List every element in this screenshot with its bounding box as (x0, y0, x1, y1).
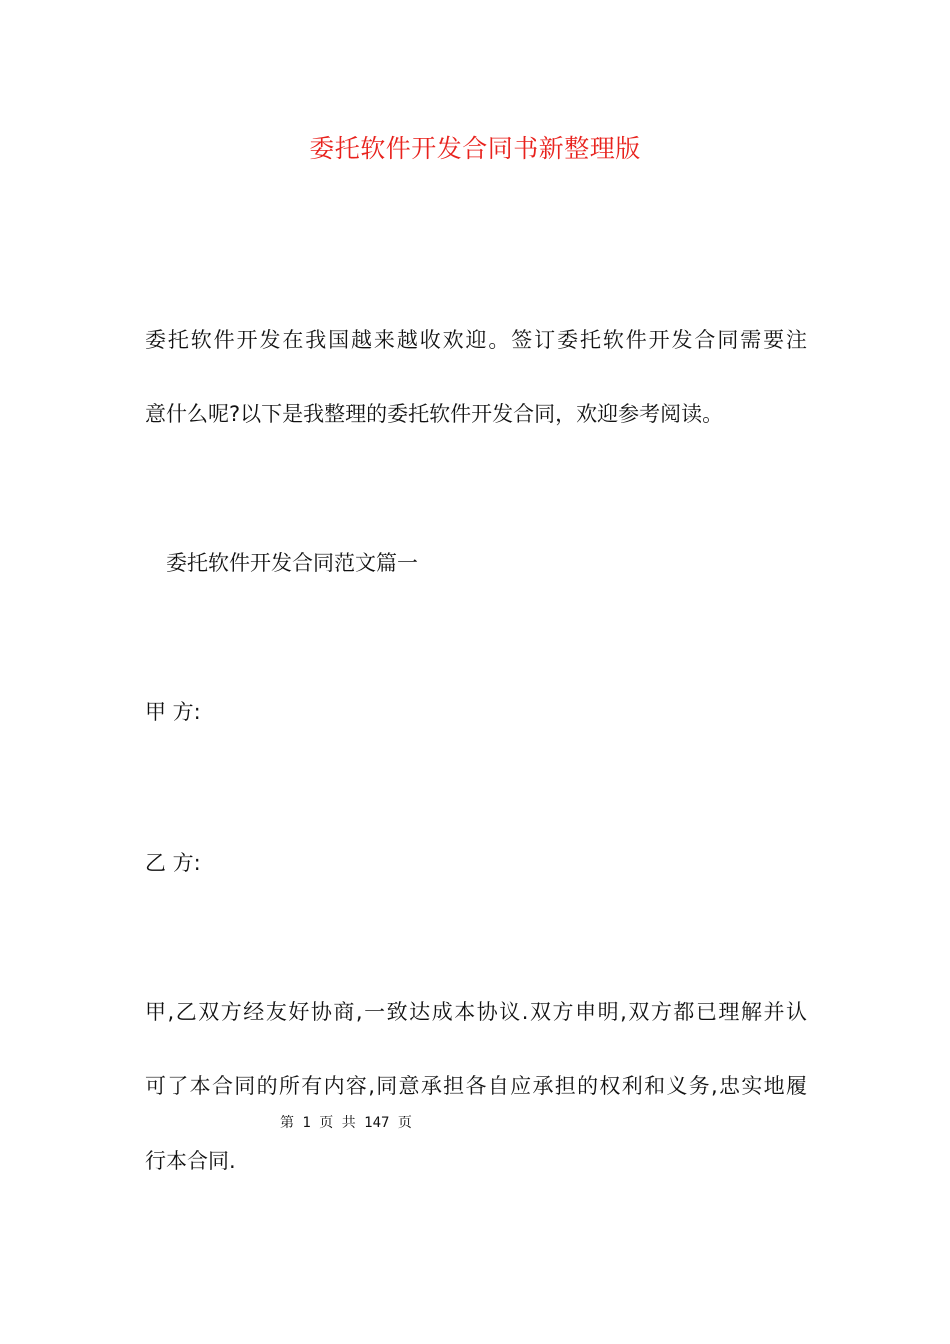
body-paragraph-line-3: 行本合同. (145, 1149, 236, 1173)
document-title: 委托软件开发合同书新整理版 (309, 134, 641, 163)
party-b-label: 乙 方: (145, 851, 201, 875)
party-a-label: 甲 方: (145, 700, 201, 724)
body-paragraph-line-1: 甲,乙双方经友好协商,一致达成本协议.双方申明,双方都已理解并认 (145, 1000, 807, 1024)
page-number-footer: 第 1 页 共 147 页 (280, 1115, 412, 1131)
section-heading: 委托软件开发合同范文篇一 (166, 551, 418, 575)
intro-paragraph-line-1: 委托软件开发在我国越来越收欢迎。签订委托软件开发合同需要注 (145, 328, 807, 352)
body-paragraph-line-2: 可了本合同的所有内容,同意承担各自应承担的权利和义务,忠实地履 (145, 1074, 807, 1098)
intro-paragraph-line-2: 意什么呢?以下是我整理的委托软件开发合同，欢迎参考阅读。 (145, 402, 724, 426)
